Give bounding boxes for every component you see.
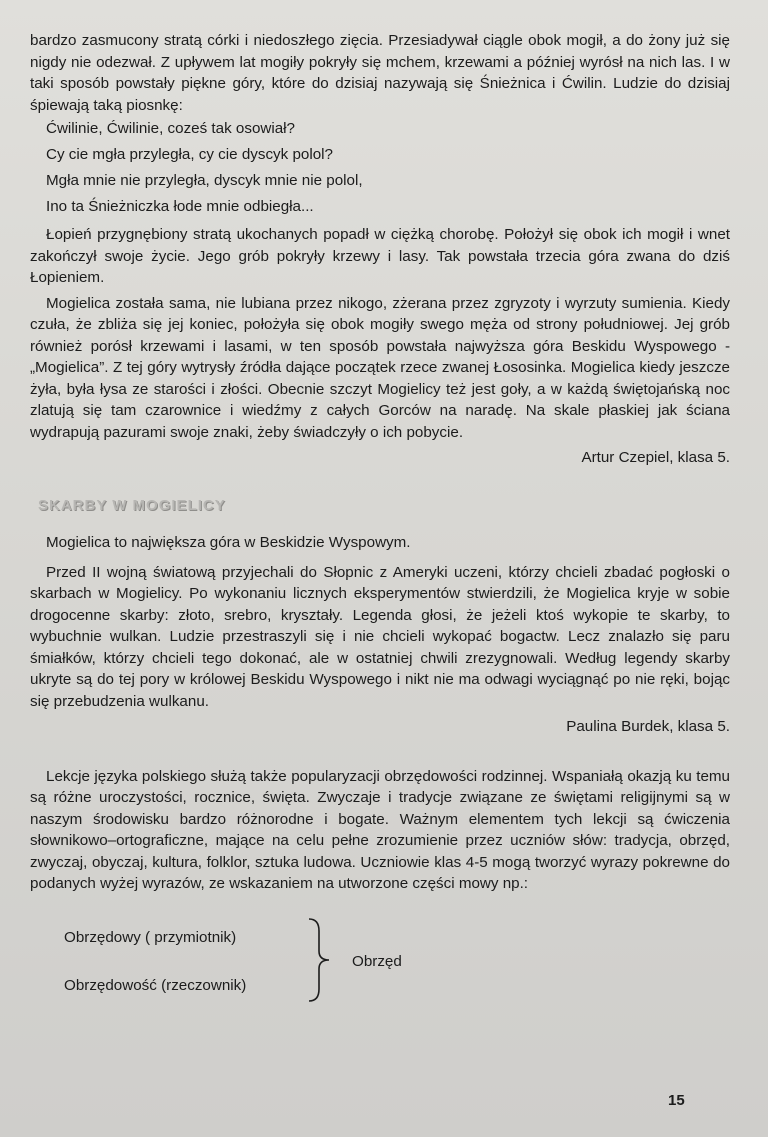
word-family-diagram (30, 917, 730, 1003)
lesson-paragraph: Lekcje języka polskiego służą także popularyzacji obrzędowości rodzinnej. Wspaniałą okazją ku temu są różne uroczystości, rocznice, święta. Zwyczaje i tradycje związane ze świętami religijnymi są w naszym środowisku bardzo różnorodne i bogate. Ważnym elementem tych lekcji są ćwiczenia słownikowo–ortograficzne, mające na celu pełne zrozumienie przez uczniów słów: tradycja, obrzęd, zwyczaj, obyczaj, kultura, folklor, sztuka ludowa. Uczniowie klas 4-5 mogą tworzyć wyrazy pokrewne do podanych wyżej wyrazów, ze wskazaniem na utworzone części mowy np.: (30, 767, 730, 892)
section-heading: SKARBY W MOGIELICY (38, 496, 226, 514)
story1-paragraph-2: Łopień przygnębiony stratą ukochanych popadł w ciężką chorobę. Położył się obok ich mogił i wnet zakończył swoje życie. Jego grób pokryły krzewy i lasy. Tak powstała trzecia góra zwana do dziś Łopieniem. (30, 226, 730, 286)
derived-word-noun: Obrzędowość (rzeczownik) (64, 976, 247, 994)
story1-paragraph-3: Mogielica została sama, nie lubiana przez nikogo, zżerana przez zgryzoty i wyrzuty sumienia. Kiedy czuła, że zbliża się jej koniec, położyła się obok mogiły swego męża od strony południowej. Jej grób również porósł krzewami i lasami, w ten sposób powstała najwyższa góra Beskidu Wyspowego - „Mogielica”. Z tej góry wytrysły źródła dające początek rzece zwanej Łososinka. Mogielica kiedy jeszcze żyła, była łysa ze starości i złości. Obecnie szczyt Mogielicy też jest goły, a w każdą świętojańską noc zlatują się tam czarownice i wiedźmy z całych Gorców na naradę. Na skale płaskiej jak ściana wydrapują pazurami swoje znaki, żeby świadczyły o ich pobycie. (30, 294, 730, 441)
derived-word-adjective: Obrzędowy ( przymiotnik) (64, 928, 237, 946)
story1-signature: Artur Czepiel, klasa 5. (581, 449, 730, 466)
right-brace-icon (305, 917, 335, 1003)
story1-paragraph-1: bardzo zasmucony stratą córki i niedoszłego zięcia. Przesiadywał ciągle obok mogił, a do żony już się nigdy nie odezwał. Z upływem lat mogiły pokryły się mchem, krzewami a później wyrósł na nich las. I w taki sposób powstały piękne góry, które do dzisiaj nazywają się Śnieżnica i Ćwilin. Ludzie do dzisiaj śpiewają taką piosnkę: (30, 32, 730, 114)
song-verse (46, 116, 730, 220)
page-number: 15 (668, 1092, 685, 1109)
story2-paragraph-2: Przed II wojną światową przyjechali do Słopnic z Ameryki uczeni, którzy chcieli zbadać pogłoski o skarbach w Mogielicy. Po wykonaniu licznych eksperymentów stwierdzili, że Mogielica kryje w sobie drogocenne skarby: złoto, srebro, kryształy. Legenda głosi, że jeżeli ktoś wykopie te skarby, to wybuchnie wulkan. Ludzie przestraszyli się i nie chcieli wykopać bogactw. Lecz znalazło się paru śmiałków, którzy chcieli tego dokonać, ale w ostatniej chwili zrezygnowali. Według legendy skarby ukryte są do tej pory w królowej Beskidu Wyspowego i nikt nie ma odwagi wyciągnąć po nie ręki, bojąc się przebudzenia wulkanu. (30, 563, 730, 710)
verse-line: Cy cie mgła przyległa, cy cie dyscyk polol? (46, 146, 333, 163)
verse-line: Ino ta Śnieżniczka łode mnie odbiegła... (46, 198, 314, 215)
root-word: Obrzęd (352, 952, 402, 970)
verse-line: Mgła mnie nie przyległa, dyscyk mnie nie polol, (46, 172, 363, 189)
verse-line: Ćwilinie, Ćwilinie, coześ tak osowiał? (46, 120, 295, 137)
story2-signature: Paulina Burdek, klasa 5. (566, 718, 730, 735)
story2-paragraph-1: Mogielica to największa góra w Beskidzie Wyspowym. (46, 534, 411, 551)
